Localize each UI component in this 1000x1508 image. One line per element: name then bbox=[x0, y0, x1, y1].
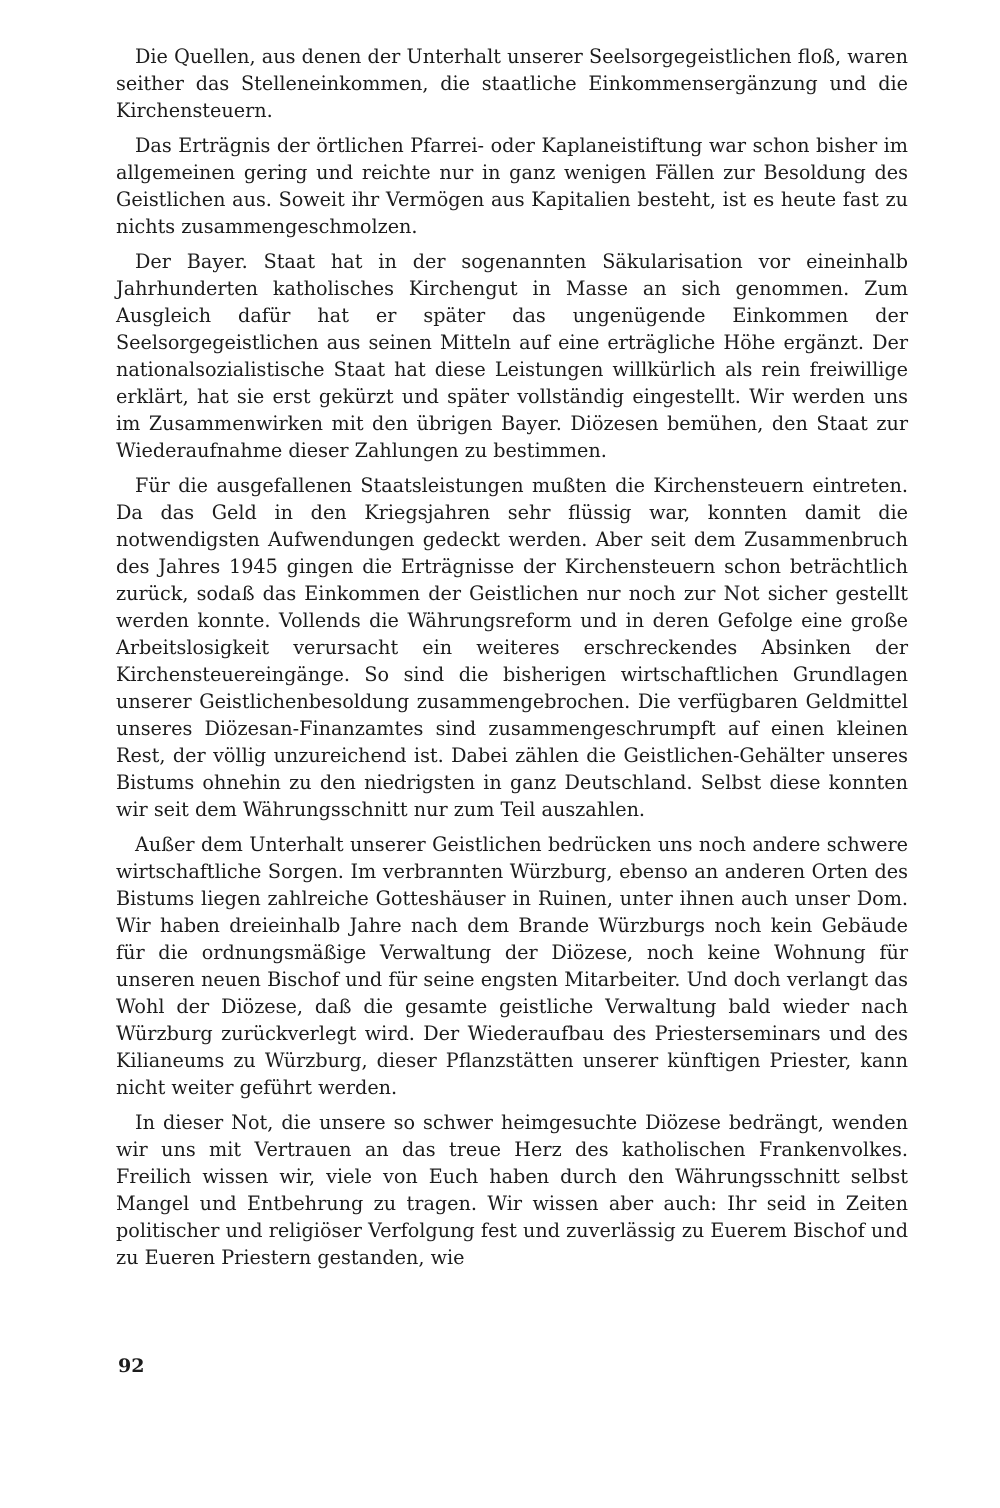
paragraph-6: In dieser Not, die unsere so schwer heimgesuchte Diözese bedrängt, wenden wir uns mit Vertrauen an das treue Herz des katholischen Frankenvolkes. Freilich wissen wir, viele von Euch haben durch den Währungsschnitt selbst Mangel und Entbehrung zu tragen. Wir wissen aber auch: Ihr seid in Zeiten politischer und religiöser Verfolgung fest und zuverlässig zu Euerem Bischof und zu Eueren Priestern gestanden, wie bbox=[116, 1111, 908, 1269]
paragraph-1: Die Quellen, aus denen der Unterhalt unserer Seelsorgegeistlichen floß, waren seither das Stelleneinkommen, die staatliche Einkommensergänzung und die Kirchensteuern. bbox=[116, 45, 908, 122]
paragraph-4: Für die ausgefallenen Staatsleistungen mußten die Kirchensteuern eintreten. Da das Geld in den Kriegsjahren sehr flüssig war, konnten damit die notwendigsten Aufwendungen gedeckt werden. Aber seit dem Zusammenbruch des Jahres 1945 gingen die Erträgnisse der Kirchensteuern schon beträchtlich zurück, sodaß das Einkommen der Geistlichen nur noch zur Not sicher gestellt werden konnte. Vollends die Währungsreform und in deren Gefolge eine große Arbeitslosigkeit verursacht ein weiteres erschreckendes Absinken der Kirchensteuereingänge. So sind die bisherigen wirtschaftlichen Grundlagen unserer Geistlichenbesoldung zusammengebrochen. Die verfügbaren Geldmittel unseres Diözesan-Finanzamtes sind zusammengeschrumpft auf einen kleinen Rest, der völlig unzureichend ist. Dabei zählen die Geistlichen-Gehälter unseres Bistums ohnehin zu den niedrigsten in ganz Deutschland. Selbst diese konnten wir seit dem Währungsschnitt nur zum Teil auszahlen. bbox=[116, 474, 908, 821]
page-number: 92 bbox=[118, 1355, 145, 1377]
paragraph-2: Das Erträgnis der örtlichen Pfarrei- oder Kaplaneistiftung war schon bisher im allgemeinen gering und reichte nur in ganz wenigen Fällen zur Besoldung des Geistlichen aus. Soweit ihr Vermögen aus Kapitalien besteht, ist es heute fast zu nichts zusammengeschmolzen. bbox=[116, 134, 908, 238]
page-body bbox=[116, 43, 908, 1279]
paragraph-5: Außer dem Unterhalt unserer Geistlichen bedrücken uns noch andere schwere wirtschaftliche Sorgen. Im verbrannten Würzburg, ebenso an anderen Orten des Bistums liegen zahlreiche Gotteshäuser in Ruinen, unter ihnen auch unser Dom. Wir haben dreieinhalb Jahre nach dem Brande Würzburgs noch kein Gebäude für die ordnungsmäßige Verwaltung der Diözese, noch keine Wohnung für unseren neuen Bischof und für seine engsten Mitarbeiter. Und doch verlangt das Wohl der Diözese, daß die gesamte geistliche Verwaltung bald wieder nach Würzburg zurückverlegt wird. Der Wiederaufbau des Priesterseminars und des Kilianeums zu Würzburg, dieser Pflanzstätten unserer künftigen Priester, kann nicht weiter geführt werden. bbox=[116, 833, 908, 1099]
paragraph-3: Der Bayer. Staat hat in der sogenannten Säkularisation vor eineinhalb Jahrhunderten katholisches Kirchengut in Masse an sich genommen. Zum Ausgleich dafür hat er später das ungenügende Einkommen der Seelsorgegeistlichen aus seinen Mitteln auf eine erträgliche Höhe ergänzt. Der nationalsozialistische Staat hat diese Leistungen willkürlich als rein freiwillige erklärt, hat sie erst gekürzt und später vollständig eingestellt. Wir werden uns im Zusammenwirken mit den übrigen Bayer. Diözesen bemühen, den Staat zur Wiederaufnahme dieser Zahlungen zu bestimmen. bbox=[116, 250, 908, 462]
